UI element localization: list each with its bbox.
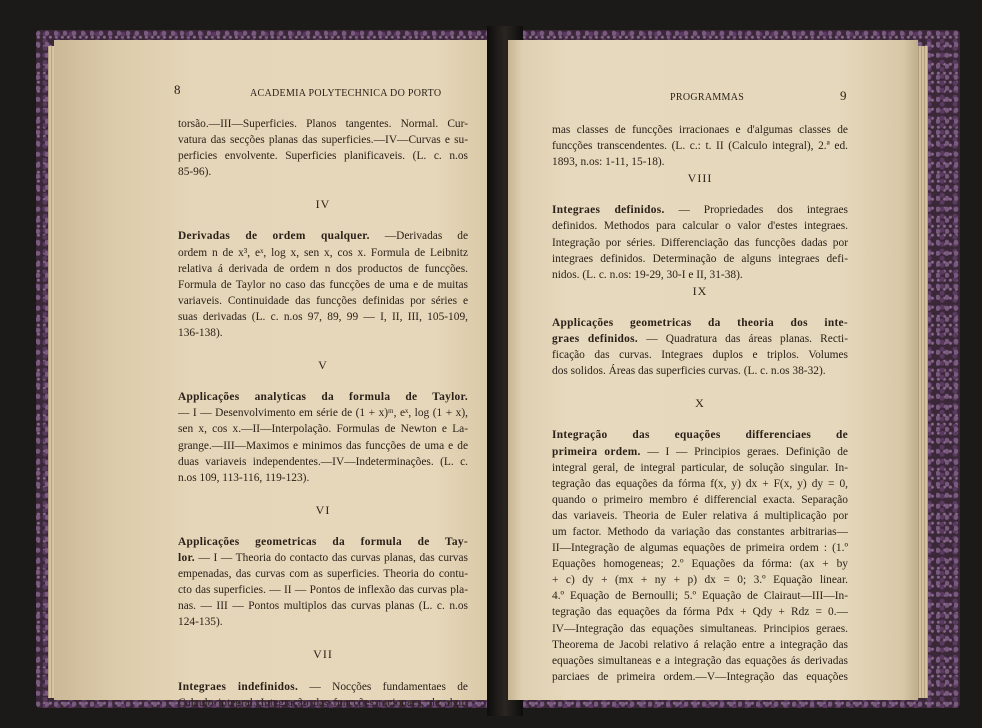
line-text: relativa á derivada de ordem n dos productos de funcções. (178, 262, 468, 275)
text-line (552, 604, 848, 620)
line-text: 124-135). (178, 616, 223, 629)
text-line (552, 637, 848, 653)
line-text: parciaes de primeira ordem.—V—Integração das equações (552, 670, 848, 683)
text-line (552, 492, 848, 508)
text-line (552, 218, 848, 234)
section-heading: Integraes definidos. (552, 204, 665, 217)
line-text: —Derivadas de (369, 230, 468, 243)
line-text: empenadas, das curvas com as superficies. Theoria do contu- (178, 568, 468, 581)
text-line (178, 598, 468, 614)
line-text: variaveis. Continuidade das funcções definidas por séries e (178, 294, 468, 307)
line-text: suas derivadas (L. c. n.os 97, 89, 99 — I, II, III, 105-109, (178, 310, 468, 323)
section-heading: Applicações geometricas da formula de Tay- (178, 535, 468, 548)
line-text: — Propriedades dos integraes (664, 204, 848, 217)
line-text: definidos. Methodos para calcular o valor d'estes integraes. (552, 220, 848, 233)
text-line (178, 132, 468, 148)
text-line (178, 293, 468, 309)
line-text: nidos. (L. c. n.os: 19-29, 30-I e II, 31-38). (552, 268, 743, 281)
line-text: Theorema de Jacobi relativo á relação entre a integração das (552, 638, 848, 651)
section-number: VII (313, 647, 333, 662)
line-gap (178, 180, 468, 196)
line-gap (552, 186, 848, 202)
section-heading: primeira ordem. (552, 445, 641, 458)
text-line (552, 508, 848, 524)
line-text: ficação das curvas. Integraes duplos e triplos. Volumes (552, 349, 848, 362)
text-line (552, 138, 848, 154)
text-line (552, 331, 848, 347)
text-line (552, 267, 848, 283)
left-page-number: 8 (174, 82, 181, 97)
section-heading: Integração das equações differenciaes de (552, 429, 848, 442)
line-text: sen x, cos x.—II—Interpolação. Formulas de Newton e La- (178, 423, 468, 436)
text-line (552, 524, 848, 540)
text-line (552, 572, 848, 588)
section-number: X (695, 396, 705, 411)
section-number: IX (692, 283, 708, 298)
line-text: 4.º Equação de Bernoulli; 5.º Equação de Clairaut—III—In- (552, 590, 848, 603)
text-line (178, 277, 468, 293)
line-text: IV—Integração das equações simultaneas. Principios geraes. (552, 622, 848, 635)
right-page-number: 9 (840, 88, 847, 103)
line-text: ordem n de x³, eˣ, log x, sen x, cos x. Formula de Leibnitz (178, 246, 468, 259)
text-line (178, 405, 468, 421)
text-line (552, 347, 848, 363)
line-text: um factor. Methodo da variação das constantes arbitrarias— (552, 525, 848, 538)
right-page (508, 40, 918, 700)
text-line (178, 534, 468, 550)
text-line (552, 669, 848, 685)
line-text: n.os 109, 113-116, 119-123). (178, 471, 310, 484)
text-line (178, 164, 468, 180)
text-line (178, 438, 468, 454)
text-line (552, 444, 848, 460)
line-text: 136-138). (178, 327, 223, 340)
text-line (552, 427, 848, 443)
text-line (178, 245, 468, 261)
line-text: duas variaveis independentes.—IV—Indeterminações. (L. c. (178, 455, 468, 468)
text-line (178, 582, 468, 598)
line-text: + c) dy + (mx + ny + p) dx = 0; 3.º Equação linear. (552, 574, 848, 587)
line-text: grange.—III—Maximos e minimos das funcções de uma e de (178, 439, 468, 452)
section-number: VI (315, 502, 331, 517)
section-heading: Applicações geometricas da theoria dos inte- (552, 316, 848, 329)
section-number: IV (315, 197, 331, 212)
line-text: Calculo integral. Integração das funcções racionaes, de algu- (178, 696, 468, 709)
line-text: — I — Theoria do contacto das curvas planas, das curvas (194, 551, 468, 564)
line-text: — I — Desenvolvimento em série de (1 + x)ᵐ, eˣ, log (1 + x), (178, 407, 468, 420)
line-text: torsão.—III—Superficies. Planos tangentes. Normal. Cur- (178, 118, 468, 130)
section-heading: Derivadas de ordem qualquer. (178, 230, 370, 243)
line-gap (178, 663, 468, 679)
text-line (178, 470, 468, 486)
line-text: quando o primeiro membro é differencial exacta. Separação (552, 493, 848, 506)
section-heading: Applicações analyticas da formula de Taylor. (178, 391, 468, 404)
text-line (178, 261, 468, 277)
line-text: vatura das secções planas das superficies.—IV—Curvas e su- (178, 134, 468, 147)
line-gap (178, 212, 468, 228)
line-gap (178, 518, 468, 534)
line-gap (178, 486, 468, 502)
section-number: VIII (687, 171, 713, 186)
text-line (552, 202, 848, 218)
line-text: integraes definidos. Determinação de alguns integraes defi- (552, 252, 848, 265)
text-line (178, 679, 468, 695)
line-gap (178, 341, 468, 357)
line-gap (552, 379, 848, 395)
section-heading: Integraes indefinidos. (178, 680, 299, 693)
text-line (178, 695, 468, 711)
text-line (552, 460, 848, 476)
line-gap (178, 373, 468, 389)
text-line (552, 363, 848, 379)
line-text: Integração por séries. Differenciação das funcções dadas por (552, 236, 848, 249)
text-line (552, 476, 848, 492)
line-text: — Quadratura das áreas planas. Recti- (638, 333, 848, 346)
line-gap (178, 630, 468, 646)
text-line (178, 421, 468, 437)
text-line (552, 235, 848, 251)
text-line (552, 540, 848, 556)
text-line (552, 653, 848, 669)
text-line (178, 454, 468, 470)
line-text: tegração das equações da fórma Pdx + Qdy + Rdz = 0.— (552, 606, 848, 619)
line-text: funcções transcendentes. (L. c.: t. II (Calculo integral), 2.ª ed. (552, 140, 848, 153)
text-line (552, 588, 848, 604)
text-line (178, 309, 468, 325)
text-line (552, 154, 848, 170)
text-line (178, 389, 468, 405)
left-running-head: ACADEMIA POLYTECHNICA DO PORTO (250, 88, 442, 99)
text-line (552, 122, 848, 138)
text-line (552, 315, 848, 331)
line-text: integral geral, de integral particular, de solução singular. In- (552, 461, 848, 474)
text-line (178, 148, 468, 164)
right-running-head: PROGRAMMAS (670, 92, 745, 103)
line-text: nas. — III — Pontos multiplos das curvas planas (L. c. n.os (178, 600, 468, 613)
line-text: equações simultaneas e a integração das equações ás derivadas (552, 654, 848, 667)
line-text: 85-96). (178, 166, 212, 179)
line-text: 1893, n.os: 1-11, 15-18). (552, 156, 665, 169)
left-page-body (178, 116, 468, 711)
line-text: cto das superficies. — II — Pontos de inflexão das curvas pla- (178, 584, 468, 597)
text-line (178, 566, 468, 582)
line-text: perficies envolvente. Superficies planificaveis. (L. c. n.os (178, 150, 468, 163)
text-line (178, 614, 468, 630)
text-line (178, 116, 468, 132)
left-page (54, 40, 502, 709)
section-heading: graes definidos. (552, 333, 639, 346)
section-number: V (318, 358, 328, 373)
line-gap (552, 299, 848, 315)
line-text: dos solidos. Áreas das superficies curvas. (L. c. n.os 38-32). (552, 365, 826, 378)
text-line (552, 556, 848, 572)
line-text: Formula de Taylor no caso das funcções de uma e de muitas (178, 278, 468, 291)
text-line (178, 228, 468, 244)
section-heading: lor. (178, 551, 195, 564)
line-text: — Nocções fundamentaes de (298, 680, 468, 693)
right-page-body (552, 122, 848, 685)
text-line (552, 251, 848, 267)
text-line (552, 621, 848, 637)
line-text: tegração das equações da fórma f(x, y) dx + F(x, y) dy = 0, (552, 477, 848, 490)
line-text: Equações homogeneas; 2.º Equações da fórma: (ax + by (552, 558, 848, 571)
text-line (178, 325, 468, 341)
line-text: mas classes de funcções irracionaes e d'algumas classes de (552, 124, 848, 136)
line-text: II—Integração de algumas equações de primeira ordem : (1.º (552, 542, 848, 555)
text-line (178, 550, 468, 566)
line-text: — I — Principios geraes. Definição de (640, 445, 848, 458)
line-gap (552, 411, 848, 427)
line-text: das variaveis. Theoria de Euler relativa á multiplicação por (552, 509, 848, 522)
